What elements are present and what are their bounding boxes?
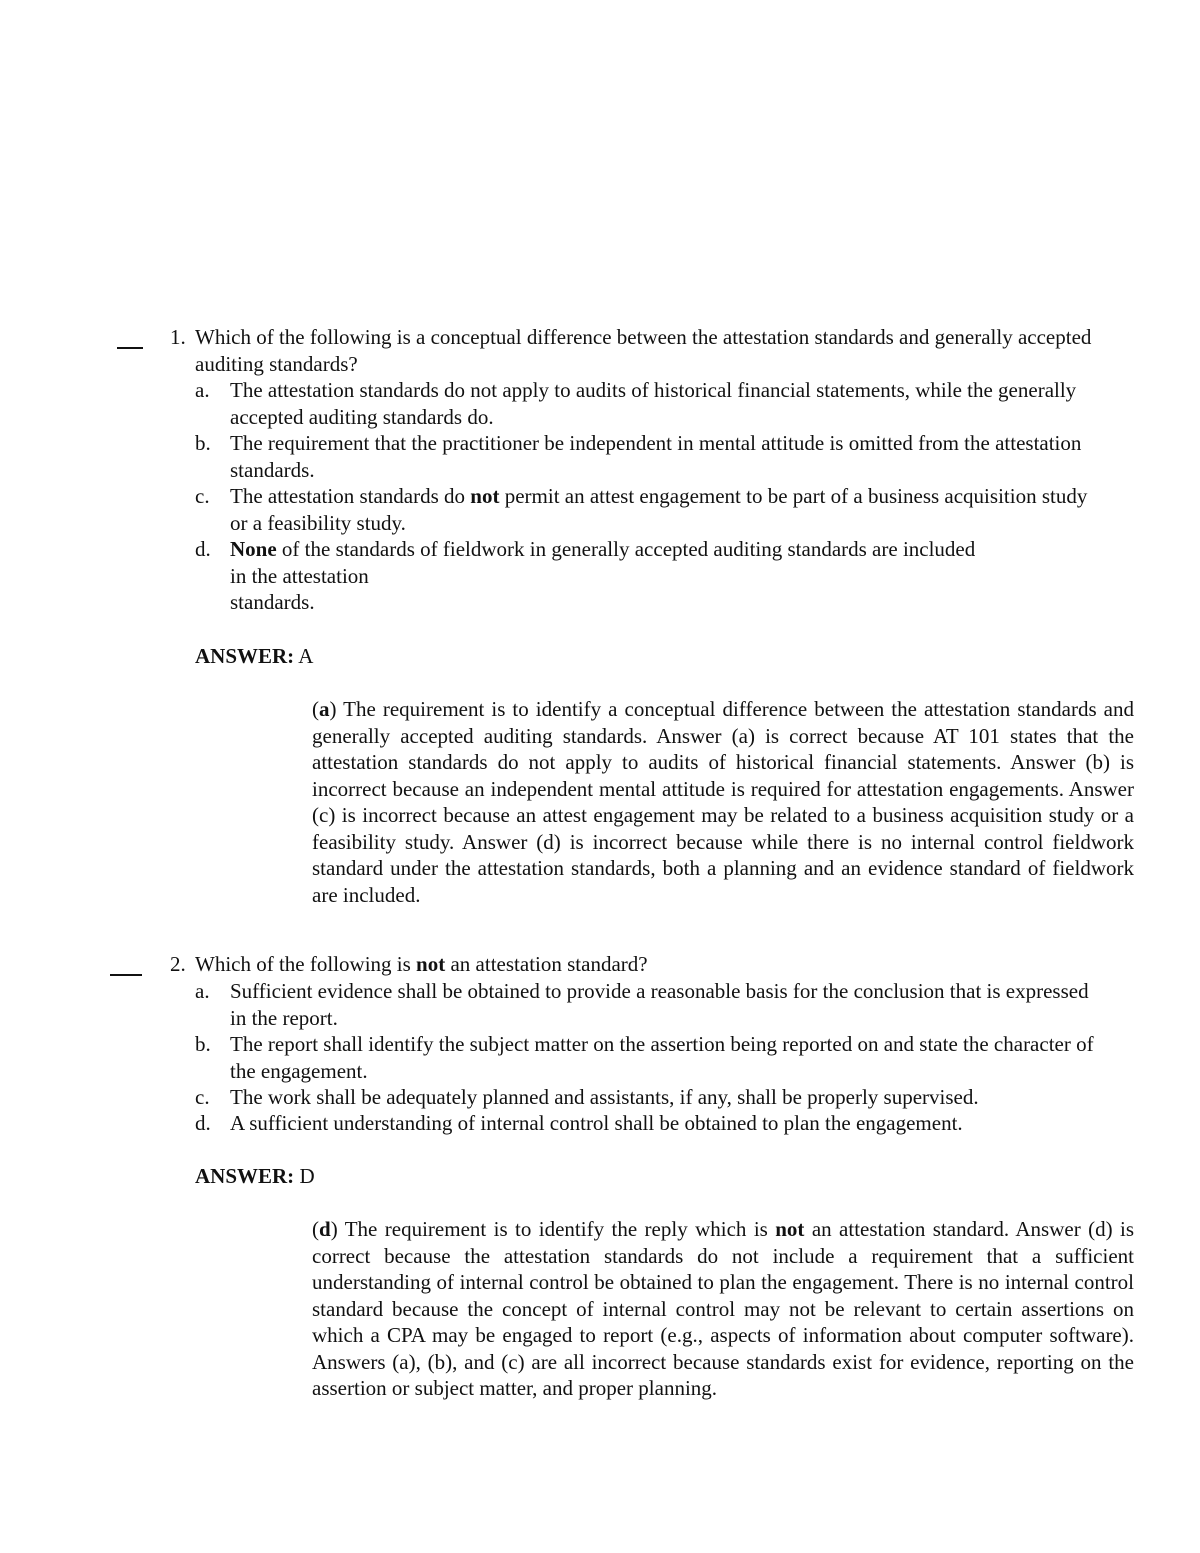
option-text: The attestation standards do not apply to audits of historical financial statements, while the generally accepted auditing standards do. <box>230 378 1077 429</box>
option-letter: a. <box>195 378 210 402</box>
option-text <box>230 483 1095 536</box>
option-line-2: in the attestation <box>230 563 369 588</box>
answer-label: ANSWER: <box>195 1164 295 1188</box>
explanation-text-pre: The requirement is to identify the reply which is <box>344 1217 776 1241</box>
option-a <box>195 377 1095 430</box>
answer-line <box>195 1163 315 1190</box>
option-letter: c. <box>195 484 210 508</box>
answer-blank-2 <box>110 974 142 976</box>
option-text: A sufficient understanding of internal control shall be obtained to plan the engagement. <box>230 1111 963 1135</box>
answer-value: A <box>298 644 314 668</box>
option-text: The report shall identify the subject matter on the assertion being reported on and state the character of the engagement. <box>230 1032 1094 1083</box>
option-text <box>230 536 1095 616</box>
question-stem <box>195 951 1145 978</box>
option-line-1 <box>230 536 1095 563</box>
emphasis-not: not <box>470 484 500 508</box>
emphasis-not: not <box>416 952 446 976</box>
option-letter: b. <box>195 1032 211 1056</box>
explanation-text: The requirement is to identify a conceptual difference between the attestation standards and generally accepted auditing standards. Answer (a) is correct because AT 101 states that the attestation standards do not apply to audits of historical financial statements. Answer (b) is incorrect because an independent mental attitude is required for attestation engagements. Answer (c) is incorrect because an attest engagement may be related to a business acquisition study or a feasibility study. Answer (d) is incorrect because while there is no internal control fieldwork standard under the attestation standards, both a planning and an evidence standard of fieldwork are included. <box>312 697 1135 907</box>
answer-value: D <box>299 1164 315 1188</box>
explanation-letter: a <box>319 697 330 721</box>
question-number: 1. <box>170 325 186 349</box>
option-letter: b. <box>195 431 211 455</box>
option-text-post: of the standards of fieldwork in generally accepted auditing standards are included <box>276 537 976 561</box>
explanation: (a) The requirement is to identify a conceptual difference between the attestation standards and generally accepted auditing standards. Answer (a) is correct because AT 101 states that the attestation standards do not apply to audits of historical financial statements. Answer (b) is incorrect because an independent mental attitude is required for attestation engagements. Answer (c) is incorrect because an attest engagement may be related to a business acquisition study or a feasibility study. Answer (d) is incorrect because while there is no internal control fieldwork standard under the attestation standards, both a planning and an evidence standard of fieldwork are included. <box>312 697 1135 907</box>
option-letter: d. <box>195 1111 211 1135</box>
option-b <box>195 1031 1095 1084</box>
option-c <box>195 1084 1095 1111</box>
option-text: The requirement that the practitioner be independent in mental attitude is omitted from the attestation standards. <box>230 431 1082 482</box>
option-letter: c. <box>195 1085 210 1109</box>
answer-line <box>195 643 313 670</box>
option-c <box>195 483 1095 536</box>
answer-label: ANSWER: <box>195 644 295 668</box>
option-d <box>195 1110 1095 1137</box>
emphasis-none: None <box>230 537 277 561</box>
explanation: (d) The requirement is to identify the reply which is not an attestation standard. Answer (d) is correct because the attestation standards do not include a requirement that a sufficient understanding of internal control be obtained to plan the engagement. There is no internal control standard because the concept of internal control may not be relevant to certain assertions on which a CPA may be engaged to report (e.g., aspects of information about computer software). Answers (a), (b), and (c) are all incorrect because standards exist for evidence, reporting on the assertion or subject matter, and proper planning. <box>312 1217 1135 1400</box>
option-d <box>195 536 1095 616</box>
option-letter: d. <box>195 537 211 561</box>
option-text: The work shall be adequately planned and assistants, if any, shall be properly supervised. <box>230 1085 979 1109</box>
question-number: 2. <box>170 952 186 976</box>
option-text-pre: The attestation standards do <box>230 484 471 508</box>
emphasis-not: not <box>775 1217 805 1241</box>
explanation-text-post: an attestation standard. Answer (d) is correct because the attestation standards do not include a requirement that a sufficient understanding of internal control be obtained to plan the engagement. There is no internal control standard because the concept of internal control may not be relevant to certain assertions on which a CPA may be engaged to report (e.g., aspects of information about computer software). Answers (a), (b), and (c) are all incorrect because standards exist for evidence, reporting on the assertion or subject matter, and proper planning. <box>312 1217 1135 1400</box>
option-letter: a. <box>195 979 210 1003</box>
question-stem: Which of the following is a conceptual difference between the attestation standards and generally accepted auditing standards? <box>195 325 1092 376</box>
option-a <box>195 978 1095 1031</box>
option-text-post: permit an attest engagement to be part of a business acquisition study or a feasibility study. <box>230 484 1088 535</box>
stem-post: an attestation standard? <box>445 952 648 976</box>
option-text: Sufficient evidence shall be obtained to provide a reasonable basis for the conclusion that is expressed in the report. <box>230 979 1089 1030</box>
option-line-3: standards. <box>230 590 315 614</box>
option-b <box>195 430 1095 483</box>
stem-pre: Which of the following is <box>195 952 417 976</box>
explanation-letter: d <box>319 1217 331 1241</box>
answer-blank-1 <box>117 347 143 349</box>
